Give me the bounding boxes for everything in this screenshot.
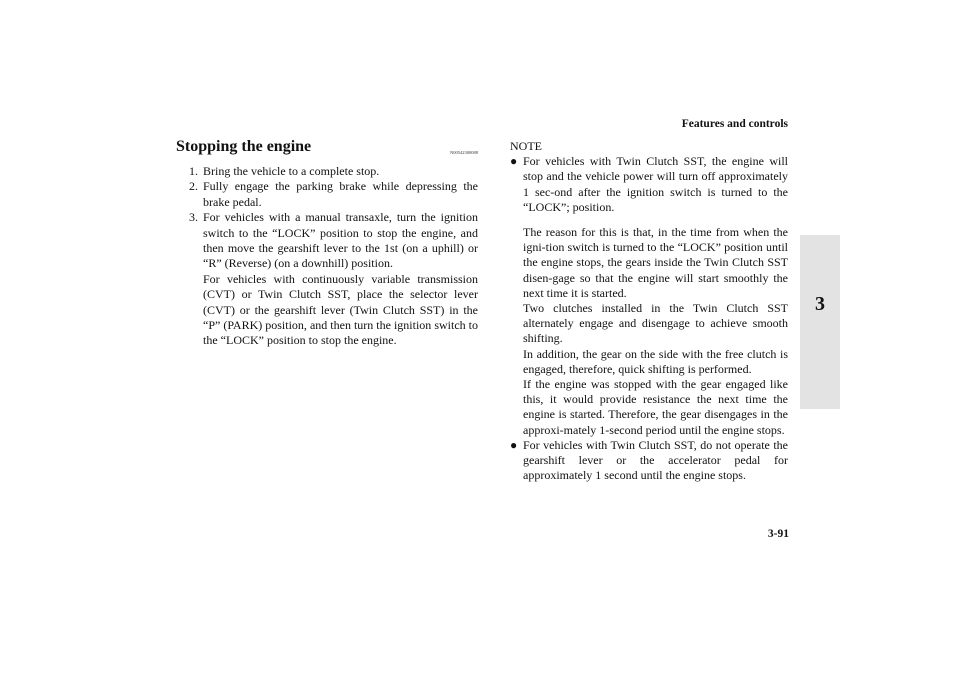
note-bullet-text: [523, 154, 788, 438]
note-paragraph: In addition, the gear on the side with the free clutch is engaged, therefore, quick shifting is performed.: [523, 346, 788, 376]
step-number: 1.: [189, 164, 198, 178]
step-item: [189, 164, 478, 179]
step-body: [203, 210, 478, 349]
note-column: [510, 139, 788, 483]
step-item: [189, 179, 478, 210]
step-item: [189, 210, 478, 349]
note-bullet: [510, 438, 788, 484]
step-number: 3.: [189, 210, 198, 225]
note-paragraph: The reason for this is that, in the time from when the igni-tion switch is turned to the “LOCK” position until the engine stops, the gears inside the Twin Clutch SST disen-gage so that the engine will start smoothly the next time it is started.: [523, 225, 788, 300]
note-bullet: [510, 154, 788, 438]
page-number: 3-91: [767, 528, 789, 540]
step-text: Fully engage the parking brake while depressing the brake pedal.: [203, 179, 478, 209]
section-heading: [176, 138, 478, 160]
step-text: For vehicles with a manual transaxle, turn the ignition switch to the “LOCK” position to stop the engine, and then move the gearshift lever to the 1st (on a uphill) or “R” (Reverse) (on a downhill) position.: [203, 210, 478, 271]
note-paragraph: For vehicles with Twin Clutch SST, do not operate the gearshift lever or the accelerator pedal for approximately 1 second until the engine stops.: [523, 437, 788, 483]
section-code: N00542300088: [450, 150, 478, 155]
left-column: [176, 138, 478, 349]
note-paragraph: Two clutches installed in the Twin Clutch SST alternately engage and disengage to achieve smooth shifting.: [523, 301, 788, 346]
note-title: NOTE: [510, 139, 542, 153]
step-number: 2.: [189, 179, 198, 194]
note-paragraph: For vehicles with Twin Clutch SST, the engine will stop and the vehicle power will turn off approximately 1 sec-ond after the ignition switch is turned to the “LOCK”; position.: [523, 154, 788, 214]
bullet-icon: ●: [510, 437, 518, 452]
steps-list: [176, 164, 478, 349]
paragraph-gap: [523, 215, 788, 225]
note-paragraph: If the engine was stopped with the gear engaged like this, it would provide resistance the next time the engine is started. Therefore, the gear disengages in the approxi-mately 1-second period until the engine stops.: [523, 377, 788, 437]
chapter-tab: [800, 235, 840, 409]
bullet-icon: ●: [510, 154, 518, 169]
chapter-number: 3: [815, 293, 825, 315]
running-header: Features and controls: [681, 118, 788, 130]
step-text: Bring the vehicle to a complete stop.: [203, 164, 380, 178]
step-text-cvt: For vehicles with continuously variable transmission (CVT) or Twin Clutch SST, place the selector lever (CVT) or the gearshift lever (Twin Clutch SST) in the “P” (PARK) position, and then turn the ignition switch to the “LOCK” position to stop the engine.: [203, 271, 478, 348]
section-title: Stopping the engine: [176, 138, 312, 155]
